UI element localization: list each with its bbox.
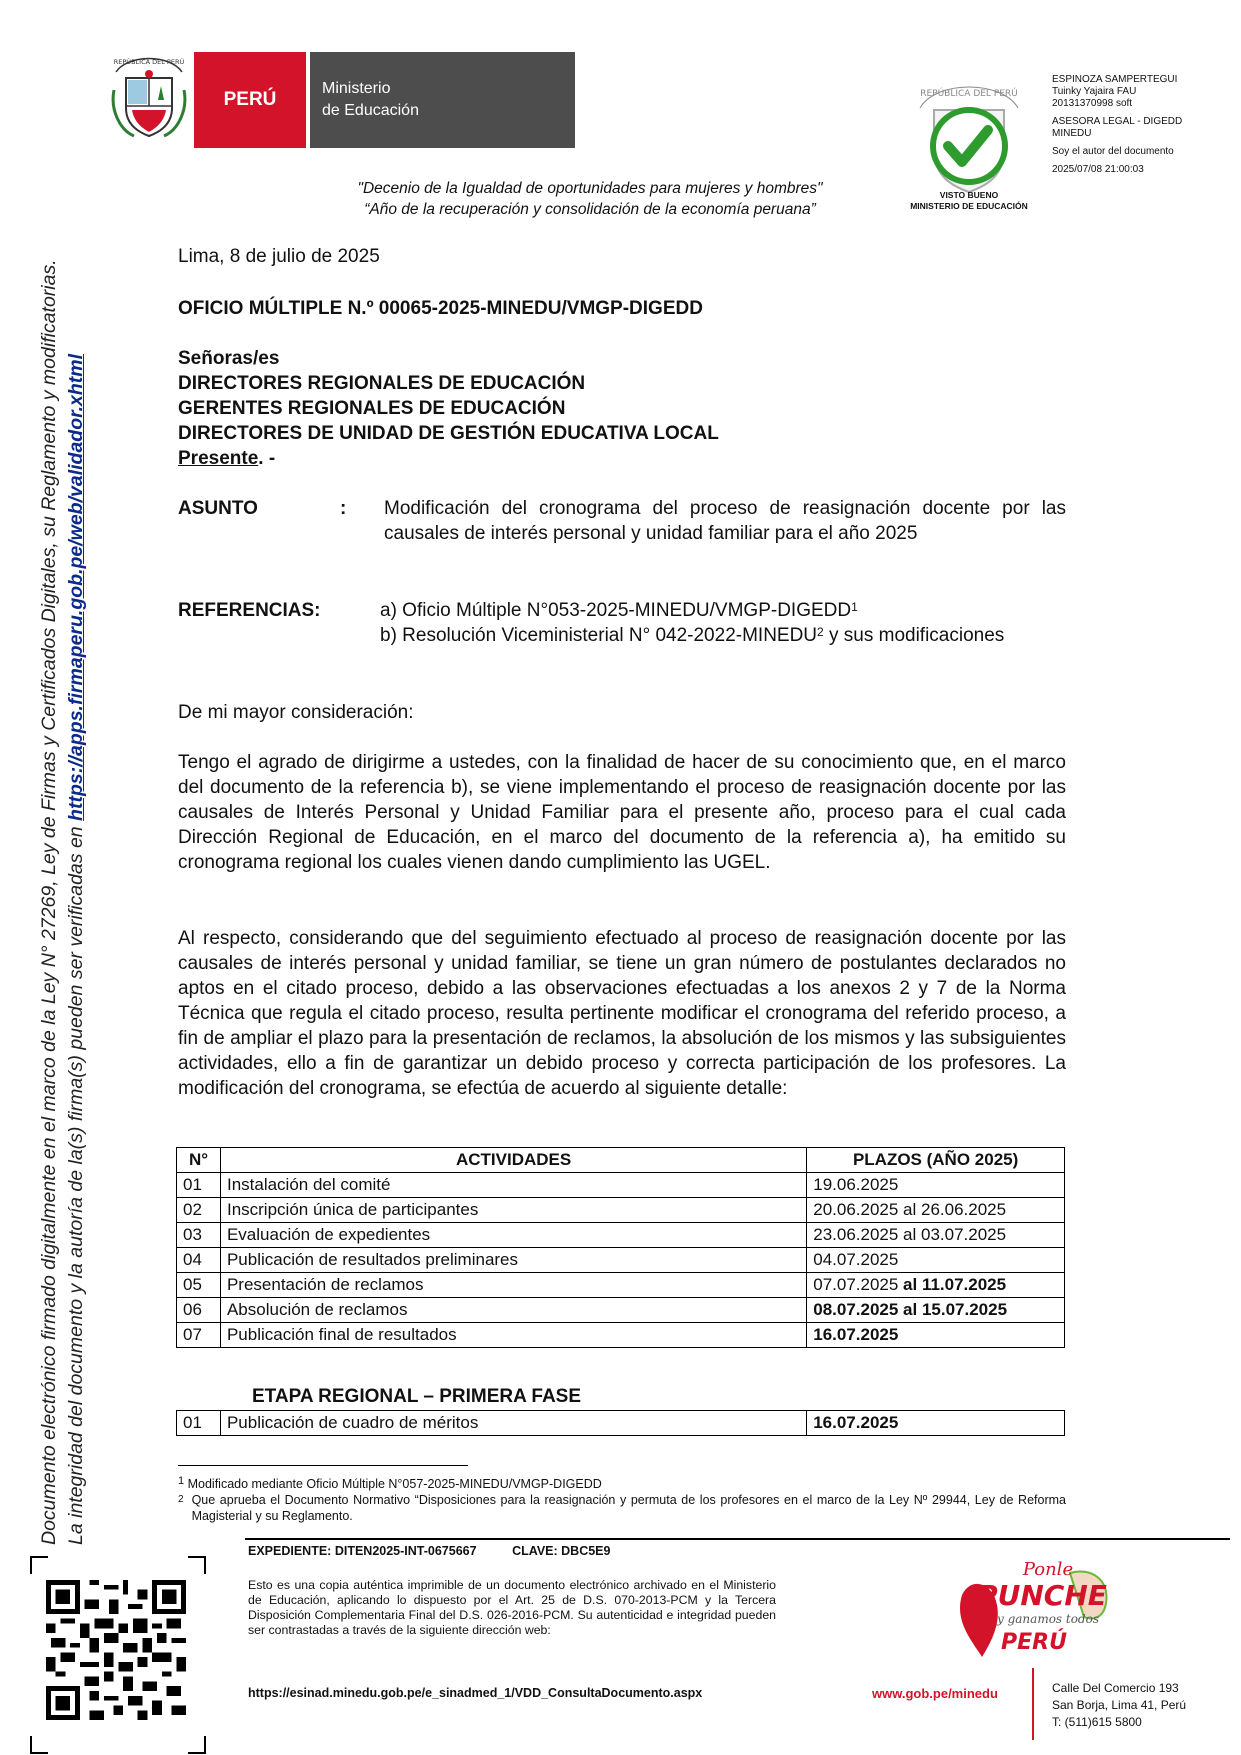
row-deadline: [807, 1198, 1065, 1223]
footnote-2-text: Que aprueba el Documento Normativo “Disposiciones para la reasignación y permuta de los profesores en el marco de la Ley Nº 29944, Ley de Reforma Magisterial y su Reglamento.: [191, 1493, 1066, 1523]
footnote-ref-2[interactable]: 2: [817, 625, 824, 639]
svg-text:REPÚBLICA DEL PERÚ: REPÚBLICA DEL PERÚ: [113, 58, 185, 66]
presente-label: Presente: [178, 448, 259, 469]
row-activity: Presentación de reclamos: [220, 1273, 806, 1298]
paragraph-1: Tengo el agrado de dirigirme a ustedes, con la finalidad de hacer de su conocimiento que, en el marco del documento de la referencia b), se viene implementando el proceso de reasignación docente por las causales de Interés Personal y Unidad Familiar para el presente año, proceso para el cual cada Dirección Regional de Educación, en el marco del documento de la referencia a), ha emitido su cronograma regional los cuales vienen dando cumplimiento las UGEL.: [178, 752, 1066, 873]
digital-signature-side-notice: [36, 145, 90, 1545]
row-activity: Absolución de reclamos: [220, 1298, 806, 1323]
address-divider: [1032, 1668, 1034, 1740]
table-row: [177, 1223, 1065, 1248]
schedule-table: [176, 1147, 1065, 1348]
footnote-1: [178, 1476, 1066, 1492]
footnote-divider: [178, 1465, 468, 1466]
qr-corner-tl: [30, 1556, 48, 1574]
punche-word-2: PUNCHE: [977, 1579, 1107, 1612]
row-number: 01: [177, 1411, 221, 1436]
expediente-number: EXPEDIENTE: DITEN2025-INT-0675667: [248, 1544, 477, 1558]
signer-name2: Tuinky Yajaira FAU: [1052, 86, 1137, 97]
decenio-line1: "Decenio de la Igualdad de oportunidades para mujeres y hombres": [357, 180, 823, 197]
recipients-block: [178, 346, 978, 471]
expediente-line: [248, 1544, 610, 1558]
footnote-1-text: Modificado mediante Oficio Múltiple N°057-2025-MINEDU/VMGP-DIGEDD: [187, 1477, 602, 1491]
gob-pe-link[interactable]: www.gob.pe/minedu: [872, 1686, 998, 1701]
row-activity: Publicación de cuadro de méritos: [220, 1411, 806, 1436]
peru-label: PERÚ: [223, 89, 277, 110]
table-row: [177, 1173, 1065, 1198]
deadline-regular: 19.06.2025: [813, 1175, 899, 1194]
row-activity: Evaluación de expedientes: [220, 1223, 806, 1248]
row-deadline: [807, 1298, 1065, 1323]
table-row: [177, 1273, 1065, 1298]
signer-datetime: 2025/07/08 21:00:03: [1052, 164, 1144, 175]
reference-a-text: a) Oficio Múltiple N°053-2025-MINEDU/VMGP-DIGEDD: [380, 600, 852, 621]
row-deadline: [807, 1323, 1065, 1348]
side-notice-line2: [63, 145, 90, 1545]
row-number: 01: [177, 1173, 221, 1198]
qr-corner-br: [188, 1736, 206, 1754]
decenio-line2: “Año de la recuperación y consolidación de la economía peruana”: [364, 201, 816, 218]
validator-link[interactable]: https://apps.firmaperu.gob.pe/web/validador.xhtml: [65, 353, 87, 821]
qr-corner-tr: [188, 1556, 206, 1574]
authenticity-notice: Esto es una copia auténtica imprimible de un documento electrónico archivado en el Ministerio de Educación, aplicando lo dispuesto por el Art. 25 de D.S. 070-2013-PCM y la Tercera Disposición Complementaria Final del D.S. 026-2016-PCM. Su autenticidad e integridad pueden ser contrastadas a través de la siguiente dirección web:: [248, 1578, 776, 1637]
signer-org: MINEDU: [1052, 128, 1092, 139]
table-row: [177, 1198, 1065, 1223]
consulta-url-link[interactable]: https://esinad.minedu.gob.pe/e_sinadmed_1/VDD_ConsultaDocumento.aspx: [248, 1686, 703, 1700]
decenio-text: [300, 178, 880, 220]
referencias-label: REFERENCIAS:: [178, 600, 321, 621]
greeting: De mi mayor consideración:: [178, 702, 414, 723]
asunto-text: Modificación del cronograma del proceso de reasignación docente por las causales de interés personal y unidad familiar para el año 2025: [384, 498, 1066, 544]
row-deadline: 16.07.2025: [807, 1411, 1065, 1436]
svg-text:REPÚBLICA DEL PERÚ: REPÚBLICA DEL PERÚ: [920, 89, 1018, 99]
row-number: 07: [177, 1323, 221, 1348]
visto-bueno-label: [880, 190, 1058, 212]
expediente-clave: CLAVE: DBC5E9: [512, 1544, 611, 1558]
row-deadline: [807, 1223, 1065, 1248]
punche-word-1: Ponle: [1022, 1559, 1074, 1580]
oficio-number: OFICIO MÚLTIPLE N.º 00065-2025-MINEDU/VMGP-DIGEDD: [178, 298, 703, 319]
table-row: [177, 1411, 1065, 1436]
row-deadline: [807, 1248, 1065, 1273]
row-deadline: [807, 1273, 1065, 1298]
presente-line: [178, 446, 978, 471]
ministry-brand-box: [310, 52, 575, 148]
paragraph-2: Al respecto, considerando que del seguimiento efectuado al proceso de reasignación docente por las causales de interés personal y unidad familiar, se tiene un gran número de postulantes declarados no aptos en el citado proceso, debido a las observaciones efectuadas a los anexos 2 y 7 de la Norma Técnica que regula el citado proceso, resulta pertinente modificar el cronograma del referido proceso, a fin de ampliar el plazo para la presentación de reclamos, la absolución de los mismos y las subsiguientes actividades, ello a fin de garantizar un debido proceso y correcta participación de los profesores. La modificación del cronograma, se efectúa de acuerdo al siguiente detalle:: [178, 928, 1066, 1099]
deadline-bold: al 11.07.2025: [903, 1275, 1007, 1294]
place-date: Lima, 8 de julio de 2025: [178, 246, 380, 267]
row-activity: Inscripción única de participantes: [220, 1198, 806, 1223]
footnote-ref-1[interactable]: 1: [851, 600, 858, 614]
deadline-regular: 07.07.2025: [813, 1275, 904, 1294]
signer-name: ESPINOZA SAMPERTEGUI: [1052, 74, 1178, 85]
table-row: [177, 1323, 1065, 1348]
signer-reason: Soy el autor del documento: [1052, 146, 1174, 157]
ministry-line1: Ministerio: [322, 80, 391, 97]
deadline-bold: 16.07.2025: [813, 1325, 899, 1344]
signer-role: ASESORA LEGAL - DIGEDD: [1052, 116, 1183, 127]
peru-coat-of-arms-icon: [108, 50, 190, 146]
address-line2: San Borja, Lima 41, Perú: [1052, 1698, 1187, 1712]
digital-signature-block: [1052, 74, 1232, 182]
footnote-1-mark: 1: [178, 1475, 185, 1487]
recipient-3: DIRECTORES DE UNIDAD DE GESTIÓN EDUCATIVA LOCAL: [178, 423, 719, 444]
row-activity: Publicación final de resultados: [220, 1323, 806, 1348]
reference-a: [380, 598, 1070, 623]
qr-code-icon[interactable]: [46, 1580, 186, 1720]
table-header-row: [177, 1148, 1065, 1173]
row-deadline: [807, 1173, 1065, 1198]
asunto-label: ASUNTO: [178, 498, 258, 519]
visto-line2: MINISTERIO DE EDUCACIÓN: [910, 201, 1028, 211]
header-number: N°: [177, 1148, 221, 1173]
reference-b-tail: y sus modificaciones: [823, 625, 1005, 646]
peru-brand-box: [194, 52, 306, 148]
qr-corner-bl: [30, 1736, 48, 1754]
row-activity: Publicación de resultados preliminares: [220, 1248, 806, 1273]
header-activities: ACTIVIDADES: [220, 1148, 806, 1173]
stage-table: [176, 1410, 1065, 1436]
footer-divider: [245, 1538, 1230, 1540]
salutation: Señoras/es: [178, 348, 280, 369]
table-row: [177, 1248, 1065, 1273]
footnote-2: [178, 1492, 1066, 1524]
reference-b-text: b) Resolución Viceministerial N° 042-2022-MINEDU: [380, 625, 818, 646]
visto-line1: VISTO BUENO: [939, 190, 999, 200]
reference-b: [380, 623, 1070, 648]
row-activity: Instalación del comité: [220, 1173, 806, 1198]
recipient-2: GERENTES REGIONALES DE EDUCACIÓN: [178, 398, 566, 419]
deadline-bold: 08.07.2025 al 15.07.2025: [813, 1300, 1008, 1319]
punche-word-4: PERÚ: [1001, 1630, 1067, 1655]
ministry-line2: de Educación: [322, 102, 419, 119]
signer-ruc: 20131370998 soft: [1052, 98, 1133, 109]
footnotes: [178, 1476, 1066, 1524]
address-phone: T: (511)615 5800: [1052, 1715, 1142, 1729]
footnote-2-mark: 2: [178, 1494, 184, 1505]
stage-title: ETAPA REGIONAL – PRIMERA FASE: [252, 1386, 582, 1407]
deadline-regular: 04.07.2025: [813, 1250, 899, 1269]
ponle-punche-logo-icon: [942, 1555, 1122, 1675]
punche-word-3: y ganamos todos: [997, 1612, 1099, 1626]
deadline-regular: 23.06.2025 al 03.07.2025: [813, 1225, 1007, 1244]
referencias-list: [380, 598, 1070, 648]
row-number: 04: [177, 1248, 221, 1273]
row-number: 05: [177, 1273, 221, 1298]
asunto-colon: :: [340, 498, 347, 519]
header-deadlines: PLAZOS (AÑO 2025): [807, 1148, 1065, 1173]
deadline-regular: 20.06.2025 al 26.06.2025: [813, 1200, 1007, 1219]
row-number: 03: [177, 1223, 221, 1248]
side-notice-line1: Documento electrónico firmado digitalmente en el marco de la Ley N° 27269, Ley de Firmas y Certificados Digitales, su Reglamento y modificatorias.: [38, 259, 60, 1545]
recipient-1: DIRECTORES REGIONALES DE EDUCACIÓN: [178, 373, 586, 394]
presente-suffix: . -: [258, 448, 276, 469]
row-number: 02: [177, 1198, 221, 1223]
row-number: 06: [177, 1298, 221, 1323]
side-notice-prefix: La integridad del documento y la autoría de la(s) firma(s) pueden ser verificadas en: [65, 820, 87, 1545]
address-line1: Calle Del Comercio 193: [1052, 1681, 1179, 1695]
table-row: [177, 1298, 1065, 1323]
ministry-address: [1052, 1680, 1186, 1731]
